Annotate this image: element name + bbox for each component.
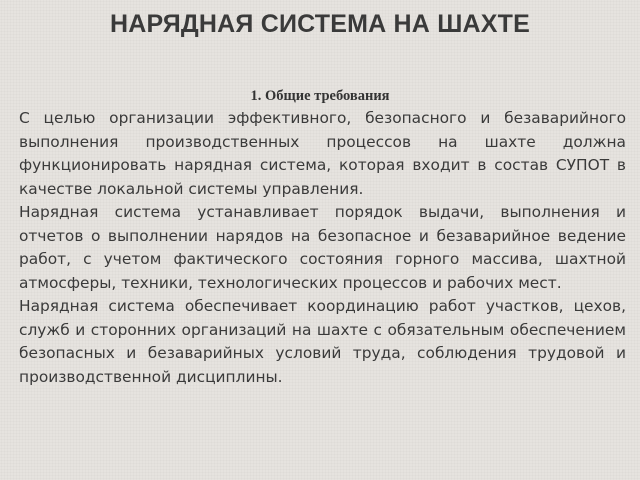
paragraph: С целью организации эффективного, безопасного и безаварийного выполнения производственных процессов на шахте должна функционировать нарядная система, которая входит в состав СУПОТ в качестве локальной системы управления. — [19, 109, 626, 198]
section-heading: 1. Общие требования — [250, 88, 390, 104]
slide-title: НАРЯДНАЯ СИСТЕМА НА ШАХТЕ — [109, 10, 531, 38]
paragraph: Нарядная система обеспечивает координацию работ участков, цехов, служб и сторонних организаций на шахте с обязательным обеспечением безопасных и безаварийных условий труда, соблюдения трудовой и производственной дисциплины. — [19, 297, 626, 386]
body-text — [19, 107, 626, 389]
paragraph: Нарядная система устанавливает порядок выдачи, выполнения и отчетов о выполнении нарядов на безопасное и безаварийное ведение работ, с учетом фактического состояния горного массива, шахтной атмосферы, техники, технологических процессов и рабочих мест. — [19, 203, 626, 292]
